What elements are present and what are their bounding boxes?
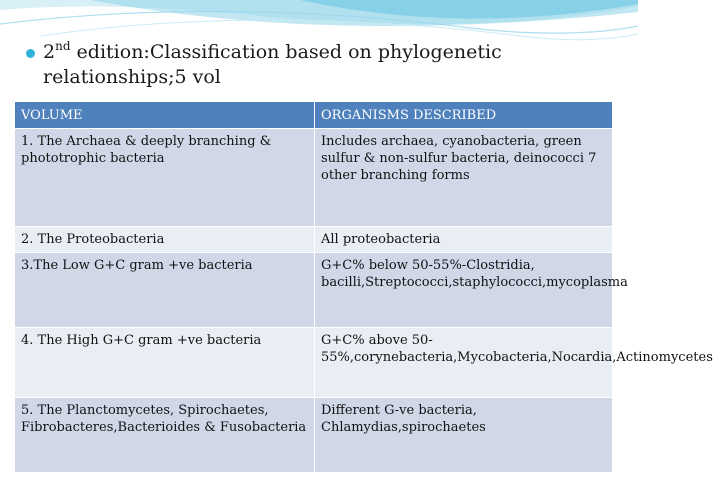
volume-cell: 5. The Planctomycetes, Spirochaetes, Fibrobacteres,Bacterioides & Fusobacteria xyxy=(15,398,315,473)
table-row xyxy=(15,129,613,227)
organisms-cell: Different G-ve bacteria, Chlamydias,spirochaetes xyxy=(315,398,613,473)
organisms-cell: G+C% above 50-55%,corynebacteria,Mycobacteria,Nocardia,Actinomycetes xyxy=(315,328,613,398)
bullet-icon xyxy=(26,49,35,58)
table-row xyxy=(15,328,613,398)
heading-line-1: edition:Classification based on phylogenetic xyxy=(70,41,502,63)
heading-ordinal-suffix: nd xyxy=(55,38,71,53)
organisms-cell: G+C% below 50-55%-Clostridia, bacilli,Streptococci,staphylococci,mycoplasma xyxy=(315,253,613,328)
header-organisms: ORGANISMS DESCRIBED xyxy=(315,102,613,129)
table-row xyxy=(15,253,613,328)
table-row xyxy=(15,227,613,253)
heading-text xyxy=(43,40,502,90)
heading-line-2: relationships;5 vol xyxy=(43,66,221,88)
volume-cell: 3.The Low G+C gram +ve bacteria xyxy=(15,253,315,328)
volume-cell: 1. The Archaea & deeply branching & phototrophic bacteria xyxy=(15,129,315,227)
table-row xyxy=(15,398,613,473)
volume-cell: 4. The High G+C gram +ve bacteria xyxy=(15,328,315,398)
header-volume: VOLUME xyxy=(15,102,315,129)
organisms-cell: All proteobacteria xyxy=(315,227,613,253)
classification-table xyxy=(14,101,713,473)
heading-ordinal: 2 xyxy=(43,41,56,63)
slide-heading xyxy=(26,40,606,90)
table-header-row xyxy=(15,102,613,129)
organisms-cell: Includes archaea, cyanobacteria, green sulfur & non-sulfur bacteria, deinococci 7 other branching forms xyxy=(315,129,613,227)
volume-cell: 2. The Proteobacteria xyxy=(15,227,315,253)
